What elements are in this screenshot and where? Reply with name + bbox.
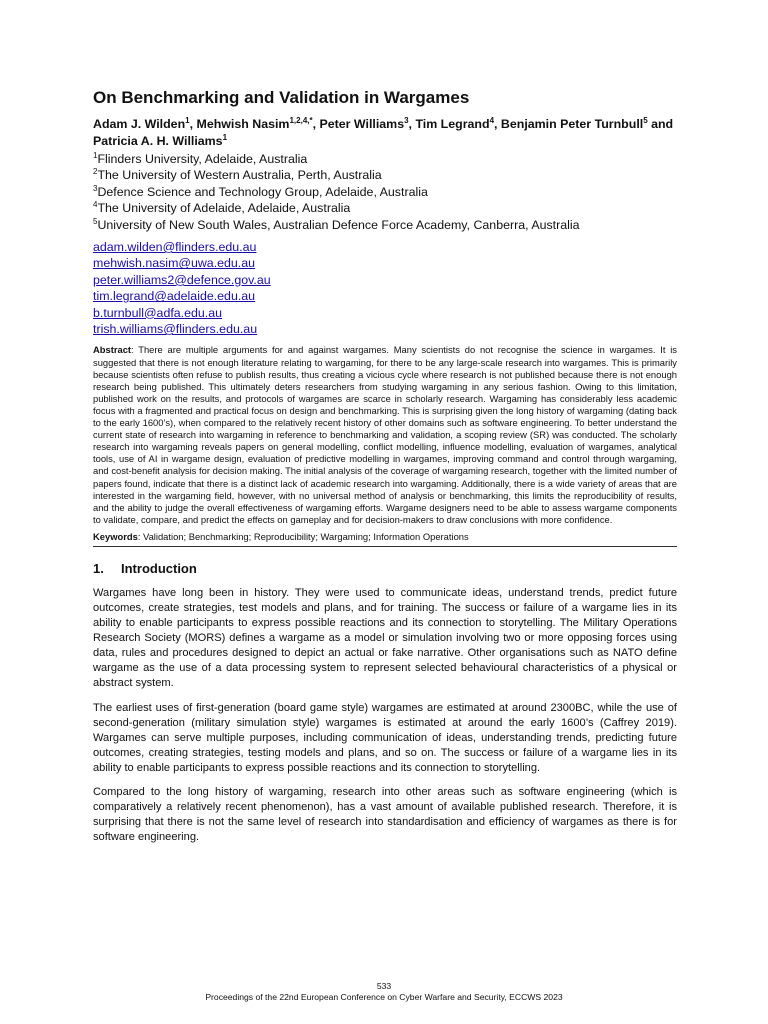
- author-affiliation-marker: 1: [185, 116, 190, 125]
- paper-title: On Benchmarking and Validation in Wargames: [93, 88, 470, 107]
- affiliation: [93, 200, 677, 216]
- affiliation-marker: 2: [93, 167, 98, 177]
- affiliation-text: The University of Adelaide, Adelaide, Australia: [97, 201, 351, 216]
- affiliation-marker: 4: [93, 200, 98, 210]
- author-separator: ,: [189, 117, 197, 131]
- author-affiliation-marker: 1,2,4,*: [289, 116, 313, 125]
- section-heading: [93, 561, 677, 577]
- keywords-label: Keywords: [93, 530, 138, 542]
- section-number: 1.: [93, 560, 104, 576]
- page-number: 533: [376, 981, 392, 991]
- author-affiliation-marker: 3: [404, 116, 409, 125]
- author-email-link[interactable]: tim.legrand@adelaide.edu.au: [93, 289, 256, 304]
- body-paragraph-1: Wargames have long been in history. They were used to communicate ideas, understand trends, predict future outcomes, create strategies, test models and plans, and for training. The success or failure of a wargame lies in its ability to enable participants to express possible reactions and its connection to storytelling. The Military Operations Research Society (MORS) defines a wargame as a model or simulation involving two or more opposing forces using data, rules and procedures designed to depict an actual or fake narrative. Other organisations such as NATO define wargame as the use of a data processing system to represent selected behavioural characteristics of a physical or abstract system.: [93, 586, 677, 690]
- email-list: [93, 239, 677, 337]
- keywords: [93, 531, 677, 546]
- author-separator: ,: [494, 117, 501, 131]
- author-affiliation-marker: 4: [489, 116, 495, 125]
- affiliation: [93, 217, 677, 233]
- author-name: Benjamin Peter Turnbull: [500, 117, 644, 131]
- affiliation-text: Defence Science and Technology Group, Adelaide, Australia: [97, 184, 428, 199]
- abstract-text: : There are multiple arguments for and against wargames. Many scientists do not recognise the science in wargames. It is suggested that there is not enough literature relating to wargaming, for there to be any large-scale research into wargames. This is primarily because scientists often refuse to publish results, thus creating a vicious cycle where research is not published because there is not enough research being published. This ultimately deters researchers from studying wargaming in any serious fashion. Owing to this limitation, published work on the results, and protocols of wargames are scarce in scholarly research. Wargaming has considerably less academic focus with a fragmented and practical focus on design and benchmarking. This is surprising given the long history of wargaming (dating back to the early 1600’s), when compared to the relatively recent history of other domains such as software engineering. To better understand the current state of research into wargaming in reference to benchmarking and validation, a scoping review (SR) was conducted. The scholarly research into wargaming reveals papers on general modelling, conflict modelling, influence modelling, evaluation of wargames, analytical tools, use of AI in wargame design, evaluation of predictive modelling in wargames, improving command and control through wargaming, and cost-benefit analysis for decision making. The initial analysis of the coverage of wargaming research, together with the limited number of papers found, indicate that there is a distinct lack of academic research into wargaming. Additionally, there is a wide variety of areas that are interested in the wargaming field, however, with no universal method of analysis or benchmarking, this limits the reproducibility of results, and the ability to judge the overall effectiveness of wargaming efforts. Wargame designers need to be able to assess wargame components to validate, compare, and predict the effects on gameplay and for decision-makers to draw conclusions with more confidence.: [93, 344, 677, 525]
- author-name: Mehwish Nasim: [196, 117, 290, 131]
- affiliation-marker: 1: [93, 151, 98, 160]
- author-affiliation-marker: 1: [222, 133, 228, 142]
- author-name: Tim Legrand: [415, 117, 490, 131]
- affiliation: [93, 184, 677, 200]
- author-email-link[interactable]: trish.williams@flinders.edu.au: [93, 322, 258, 337]
- affiliation-text: The University of Western Australia, Perth, Australia: [97, 168, 382, 183]
- body-paragraph-3: Compared to the long history of wargaming, research into other areas such as software engineering (which is comparatively a relatively recent phenomenon), has a vast amount of available published research. Therefore, it is surprising that there is not the same level of research into standardisation and efficiency of wargames as there is for software engineering.: [93, 786, 677, 844]
- author-email-link[interactable]: adam.wilden@flinders.edu.au: [93, 240, 257, 255]
- abstract: [93, 344, 677, 525]
- author-separator: ,: [408, 117, 416, 131]
- author-name: Patricia A. H. Williams: [93, 134, 223, 148]
- abstract-label: Abstract: [93, 344, 132, 356]
- affiliation-marker: 3: [93, 183, 98, 193]
- affiliation-marker: 5: [93, 216, 98, 226]
- affiliation-list: [93, 151, 677, 233]
- affiliation-text: Flinders University, Adelaide, Australia: [97, 152, 308, 166]
- author-affiliation-marker: 5: [643, 116, 648, 125]
- author-email-link[interactable]: peter.williams2@defence.gov.au: [93, 272, 271, 287]
- keywords-text: : Validation; Benchmarking; Reproducibility; Wargaming; Information Operations: [137, 530, 469, 542]
- section-divider: [93, 546, 677, 547]
- affiliation: [93, 167, 677, 183]
- author-separator: ,: [312, 117, 320, 131]
- paper-page: [93, 88, 677, 845]
- body-paragraph-2: The earliest uses of first-generation (board game style) wargames are estimated at around 2300BC, while the use of second-generation (military simulation style) wargames is estimated at around the early 1600’s (Caffrey 2019). Wargames can serve multiple purposes, including communication of ideas, understanding trends, predicting future outcomes, creating strategies, testing models and plans, and so on. The success or failure of a wargame lies in its ability to enable participants to express possible reactions and its connection to storytelling.: [93, 701, 677, 774]
- author-separator: and: [647, 117, 674, 131]
- affiliation: [93, 151, 677, 167]
- author-email-link[interactable]: mehwish.nasim@uwa.edu.au: [93, 256, 256, 271]
- section-title: Introduction: [121, 560, 197, 576]
- author-name: Adam J. Wilden: [93, 117, 186, 131]
- author-list: [93, 116, 677, 150]
- author-name: Peter Williams: [319, 117, 405, 131]
- affiliation-text: University of New South Wales, Australian Defence Force Academy, Canberra, Australia: [97, 217, 580, 232]
- author-email-link[interactable]: b.turnbull@adfa.edu.au: [93, 305, 223, 320]
- proceedings-footer: Proceedings of the 22nd European Conference on Cyber Warfare and Security, ECCWS 2023: [205, 992, 563, 1002]
